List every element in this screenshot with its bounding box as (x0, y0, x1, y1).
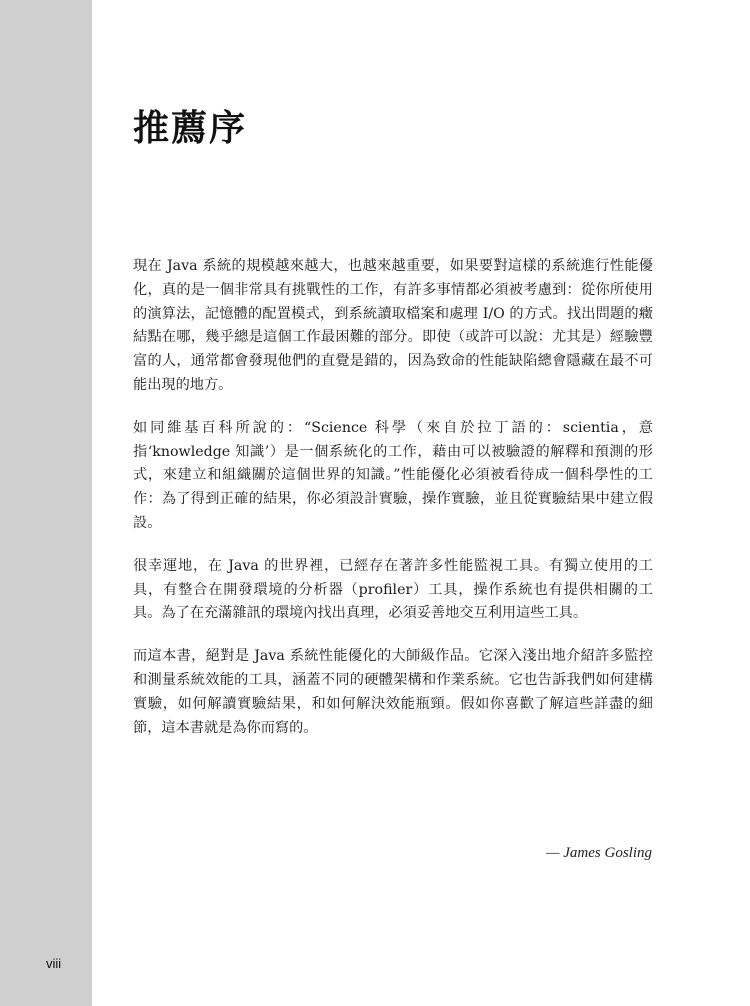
author-signature: — James Gosling (546, 845, 652, 861)
paragraph-3: 很幸運地，在 Java 的世界裡，已經存在著許多性能監視工具。有獨立使用的工具，有整合在開發環境的分析器（profiler）工具，操作系統也有提供相關的工具。為了在充滿雜訊的環境內找出真理，必須妥善地交互利用這些工具。 (133, 557, 653, 622)
paragraph-4: 而這本書，絕對是 Java 系統性能優化的大師級作品。它深入淺出地介紹許多監控和測量系統效能的工具，涵蓋不同的硬體架構和作業系統。它也告訴我們如何建構實驗，如何解讀實驗結果，和如何解決效能瓶頸。假如你喜歡了解這些詳盡的細節，這本書就是為你而寫的。 (133, 648, 653, 736)
body-text (133, 255, 653, 759)
page-title: 推薦序 (133, 108, 248, 149)
paragraph-2: 如同維基百科所說的：“Science 科學（來自於拉丁語的：scientia，意指‘knowledge 知識’）是一個系統化的工作，藉由可以被驗證的解釋和預測的形式，來建立和組織關於這個世界的知識。”性能優化必須被看待成一個科學性的工作：為了得到正確的結果，你必須設計實驗，操作實驗，並且從實驗結果中建立假設。 (133, 419, 653, 531)
page-margin-band (0, 0, 92, 1006)
page-number: viii (46, 956, 62, 971)
paragraph-1: 現在 Java 系統的規模越來越大，也越來越重要，如果要對這樣的系統進行性能優化，真的是一個非常具有挑戰性的工作，有許多事情都必須被考慮到：從你所使用的演算法，記憶體的配置模式，到系統讀取檔案和處理 I/O 的方式。找出問題的癥結點在哪，幾乎總是這個工作最困難的部分。即使（或許可以說：尤其是）經驗豐富的人，通常都會發現他們的直覺是錯的，因為致命的性能缺陷總會隱藏在最不可能出現的地方。 (133, 258, 653, 393)
